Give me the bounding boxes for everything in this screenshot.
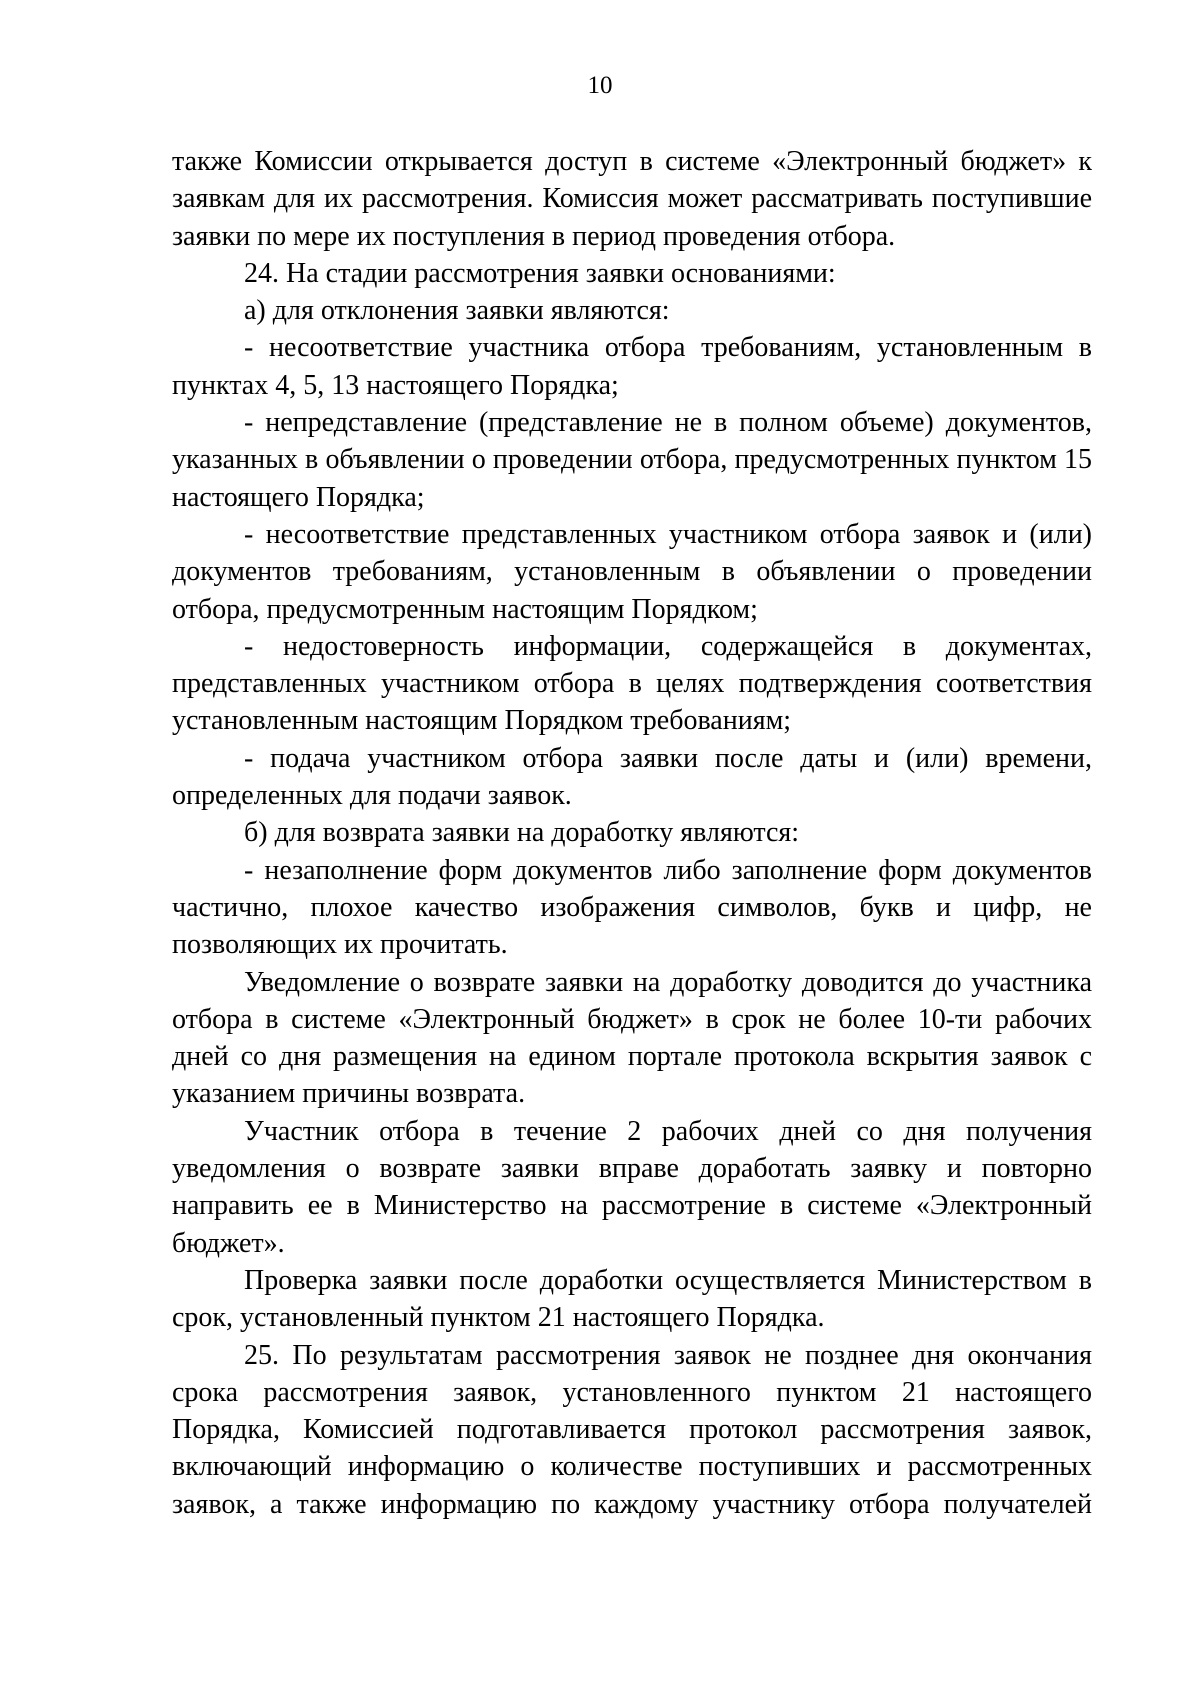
paragraph: - непредставление (представление не в полном объеме) документов, указанных в объявлении о проведении отбора, предусмотренных пунктом 15 настоящего Порядка; [172,407,1092,513]
paragraph: а) для отклонения заявки являются: [244,295,670,327]
paragraph: также Комиссии открывается доступ в системе «Электронный бюджет» к заявкам для их рассмотрения. Комиссия может рассматривать поступившие заявки по мере их поступления в период проведения отбора. [172,146,1092,252]
paragraph: - недостоверность информации, содержащейся в документах, представленных участником отбора в целях подтверждения соответствия установленным настоящим Порядком требованиям; [172,630,1092,737]
paragraph: - несоответствие участника отбора требованиям, установленным в пунктах 4, 5, 13 настоящего Порядка; [172,332,1092,401]
paragraph: - незаполнение форм документов либо заполнение форм документов частично, плохое качество изображения символов, букв и цифр, не позволяющих их прочитать. [172,854,1092,961]
paragraph: 24. На стадии рассмотрения заявки основаниями: [244,257,836,289]
page-number: 10 [587,72,613,99]
document-body [172,143,1092,1523]
paragraph: 25. По результатам рассмотрения заявок не позднее дня окончания срока рассмотрения заявок, установленного пунктом 21 настоящего Порядка, Комиссией подготавливается протокол рассмотрения заявок, включающий информацию о количестве поступивших и рассмотренных заявок, а также информацию по каждому участнику отбора получателей [172,1339,1092,1520]
paragraph: Проверка заявки после доработки осуществляется Министерством в срок, установленный пунктом 21 настоящего Порядка. [172,1264,1092,1334]
paragraph: Участник отбора в течение 2 рабочих дней со дня получения уведомления о возврате заявки вправе доработать заявку и повторно направить ее в Министерство на рассмотрение в системе «Электронный бюджет». [172,1115,1092,1259]
paragraph: - подача участником отбора заявки после даты и (или) времени, определенных для подачи заявок. [172,742,1092,812]
paragraph: Уведомление о возврате заявки на доработку доводится до участника отбора в системе «Электронный бюджет» в срок не более 10-ти рабочих дней со дня размещения на едином портале протокола вскрытия заявок с указанием причины возврата. [172,966,1092,1110]
paragraph: - несоответствие представленных участником отбора заявок и (или) документов требованиям, установленным в объявлении о проведении отбора, предусмотренным настоящим Порядком; [172,518,1092,625]
paragraph: б) для возврата заявки на доработку являются: [244,817,800,849]
